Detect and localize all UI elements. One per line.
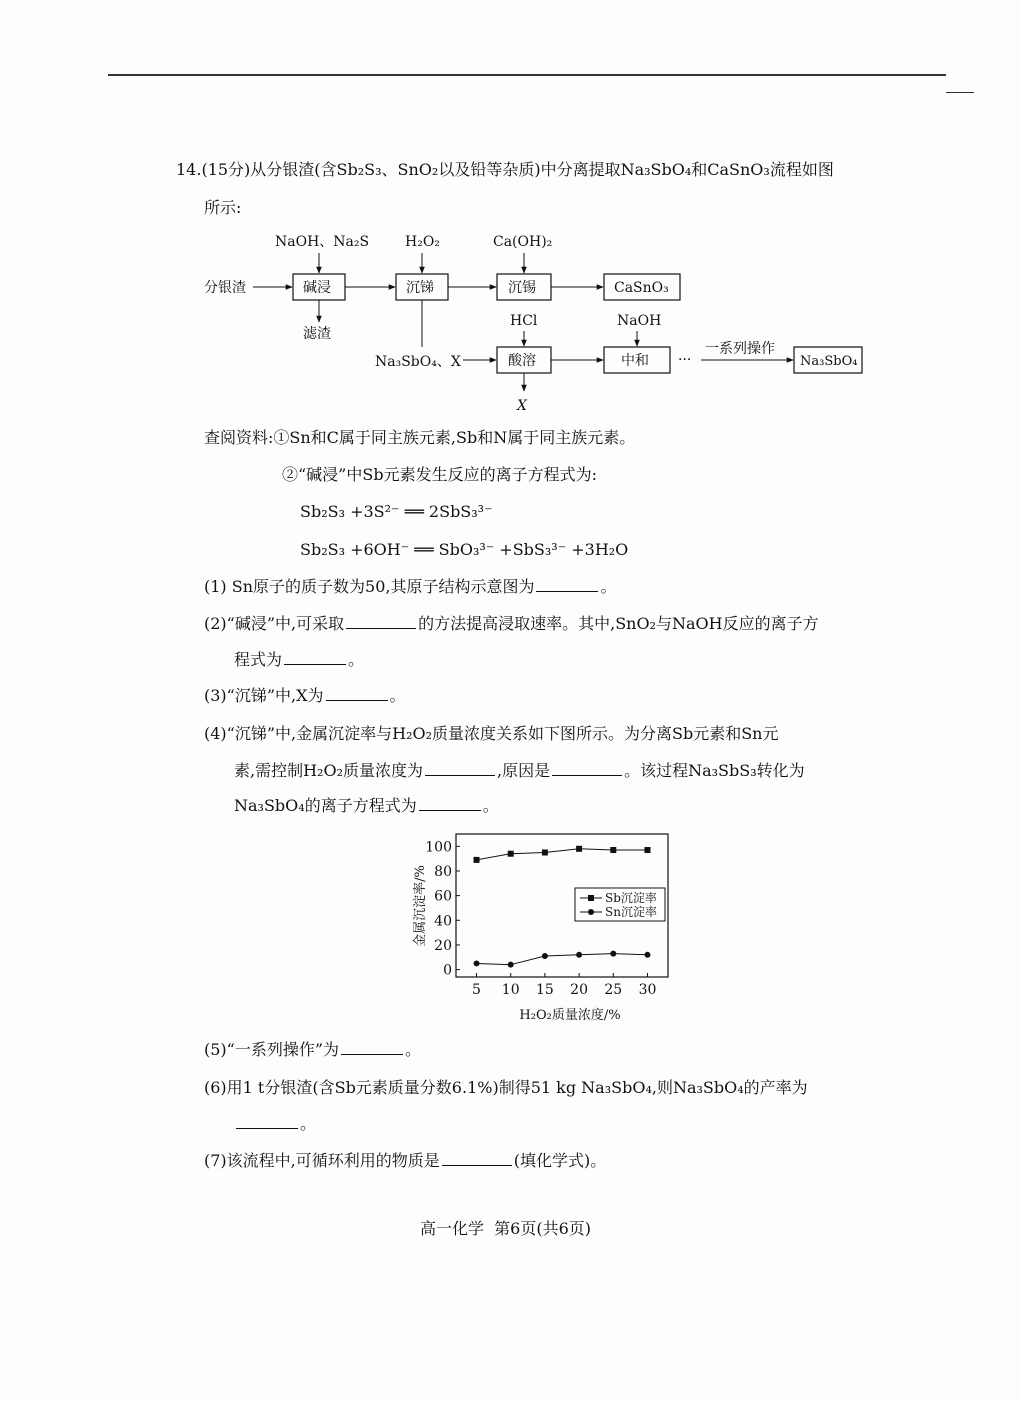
data-point-sn	[508, 962, 514, 968]
continuation-dots: ···	[678, 352, 692, 368]
reagent-h2o2: H₂O₂	[405, 234, 440, 250]
question-6-line1: (6)用1 t分银渣(含Sb元素质量分数6.1%)制得51 kg Na₃SbO₄,则Na₃SbO₄的产率为	[204, 1078, 808, 1097]
data-point-sb	[542, 849, 548, 855]
answer-blank-4b[interactable]	[552, 761, 622, 776]
box-acid-dissolve-label: 酸溶	[508, 353, 536, 369]
solid-na3sbo4-x: Na₃SbO₄、X	[375, 354, 461, 370]
box-alkali-leach-label: 碱浸	[303, 280, 331, 296]
box-casno3-label: CaSnO₃	[614, 280, 669, 296]
reaction-equation-2: Sb₂S₃ +6OH⁻ ══ SbO₃³⁻ +SbS₃³⁻ +3H₂O	[300, 540, 629, 559]
question-4-line2: 素,需控制H₂O₂质量浓度为 ,原因是 。该过程Na₃SbS₃转化为	[234, 761, 805, 780]
answer-blank-3[interactable]	[326, 686, 388, 701]
precipitation-rate-chart	[400, 828, 690, 1028]
x-tick-label: 15	[535, 982, 554, 998]
answer-blank-6[interactable]	[236, 1114, 298, 1129]
y-tick-label: 20	[434, 937, 452, 954]
answer-blank-4c[interactable]	[419, 796, 481, 811]
question-6-line2: 。	[234, 1114, 316, 1134]
y-tick-label: 100	[425, 839, 452, 856]
process-flow-diagram	[195, 225, 875, 420]
box-na3sbo4-label: Na₃SbO₄	[800, 354, 858, 369]
top-rule	[108, 74, 946, 76]
data-point-sb	[576, 846, 582, 852]
data-point-sn	[542, 953, 548, 959]
box-sn-precipitation-label: 沉锡	[508, 280, 536, 296]
question-5: (5)“一系列操作”为 。	[204, 1040, 422, 1059]
box-neutralize-label: 中和	[621, 353, 649, 369]
legend-marker-square	[588, 895, 594, 901]
answer-blank-1[interactable]	[536, 577, 598, 592]
y-tick-label: 0	[443, 962, 452, 979]
legend-label: Sb沉淀率	[605, 891, 657, 905]
reagent-caoh2: Ca(OH)₂	[493, 234, 553, 250]
data-point-sb	[474, 857, 480, 863]
chart-legend	[575, 888, 665, 921]
reference-intro: 查阅资料:①Sn和C属于同主族元素,Sb和N属于同主族元素。	[204, 428, 636, 447]
answer-blank-7[interactable]	[442, 1151, 512, 1166]
y-tick-label: 80	[434, 863, 452, 880]
x-tick-label: 30	[638, 982, 657, 998]
series-operations-label: 一系列操作	[705, 341, 775, 357]
reagent-hcl: HCl	[510, 313, 538, 329]
margin-mark	[946, 92, 974, 93]
legend-marker-circle	[588, 909, 594, 915]
legend-label: Sn沉淀率	[605, 905, 657, 919]
data-point-sn	[576, 952, 582, 958]
reference-item2: ②“碱浸”中Sb元素发生反应的离子方程式为:	[282, 465, 597, 484]
y-axis-label: 金属沉淀率/%	[413, 865, 428, 947]
x-tick-label: 10	[501, 982, 520, 998]
data-point-sn	[644, 952, 650, 958]
y-tick-label: 60	[434, 888, 452, 905]
question-stem-line1: 14.(15分)从分银渣(含Sb₂S₃、SnO₂以及铅等杂质)中分离提取Na₃SbO₄和CaSnO₃流程如图	[176, 160, 834, 179]
data-point-sb	[644, 847, 650, 853]
data-point-sn	[610, 951, 616, 957]
x-tick-label: 25	[604, 982, 623, 998]
answer-blank-2b[interactable]	[284, 650, 346, 665]
x-tick-label: 20	[570, 982, 589, 998]
question-4-line3: Na₃SbO₄的离子方程式为 。	[234, 796, 499, 815]
question-4-line1: (4)“沉锑”中,金属沉淀率与H₂O₂质量浓度关系如下图所示。为分离Sb元素和Sn元	[204, 724, 779, 743]
raw-material-label: 分银渣	[204, 280, 246, 296]
reagent-naoh-na2s: NaOH、Na₂S	[275, 234, 370, 250]
box-sb-precipitation-label: 沉锑	[406, 280, 434, 296]
filter-residue-label: 滤渣	[303, 326, 331, 342]
reaction-equation-1: Sb₂S₃ +3S²⁻ ══ 2SbS₃³⁻	[300, 502, 493, 521]
answer-blank-2a[interactable]	[346, 614, 416, 629]
x-axis-label: H₂O₂质量浓度/%	[519, 1008, 621, 1023]
x-tick-label: 5	[472, 982, 481, 998]
answer-blank-5[interactable]	[341, 1040, 403, 1055]
question-1: (1) Sn原子的质子数为50,其原子结构示意图为 。	[204, 577, 617, 596]
y-tick-label: 40	[434, 913, 452, 930]
series-line-1	[477, 849, 648, 860]
data-point-sb	[508, 851, 514, 857]
series-line-2	[477, 954, 648, 965]
question-7: (7)该流程中,可循环利用的物质是 (填化学式)。	[204, 1151, 607, 1170]
data-point-sb	[610, 847, 616, 853]
question-2-line1: (2)“碱浸”中,可采取 的方法提高浸取速率。其中,SnO₂与NaOH反应的离子方	[204, 614, 819, 633]
question-3: (3)“沉锑”中,X为 。	[204, 686, 406, 705]
page-footer: 高一化学 第6页(共6页)	[420, 1219, 592, 1238]
answer-blank-4a[interactable]	[425, 761, 495, 776]
x-output-label: X	[517, 398, 527, 414]
question-2-line2: 程式为 。	[234, 650, 365, 669]
question-stem-line2: 所示:	[204, 198, 242, 217]
reagent-naoh: NaOH	[617, 313, 662, 329]
data-point-sn	[474, 960, 480, 966]
